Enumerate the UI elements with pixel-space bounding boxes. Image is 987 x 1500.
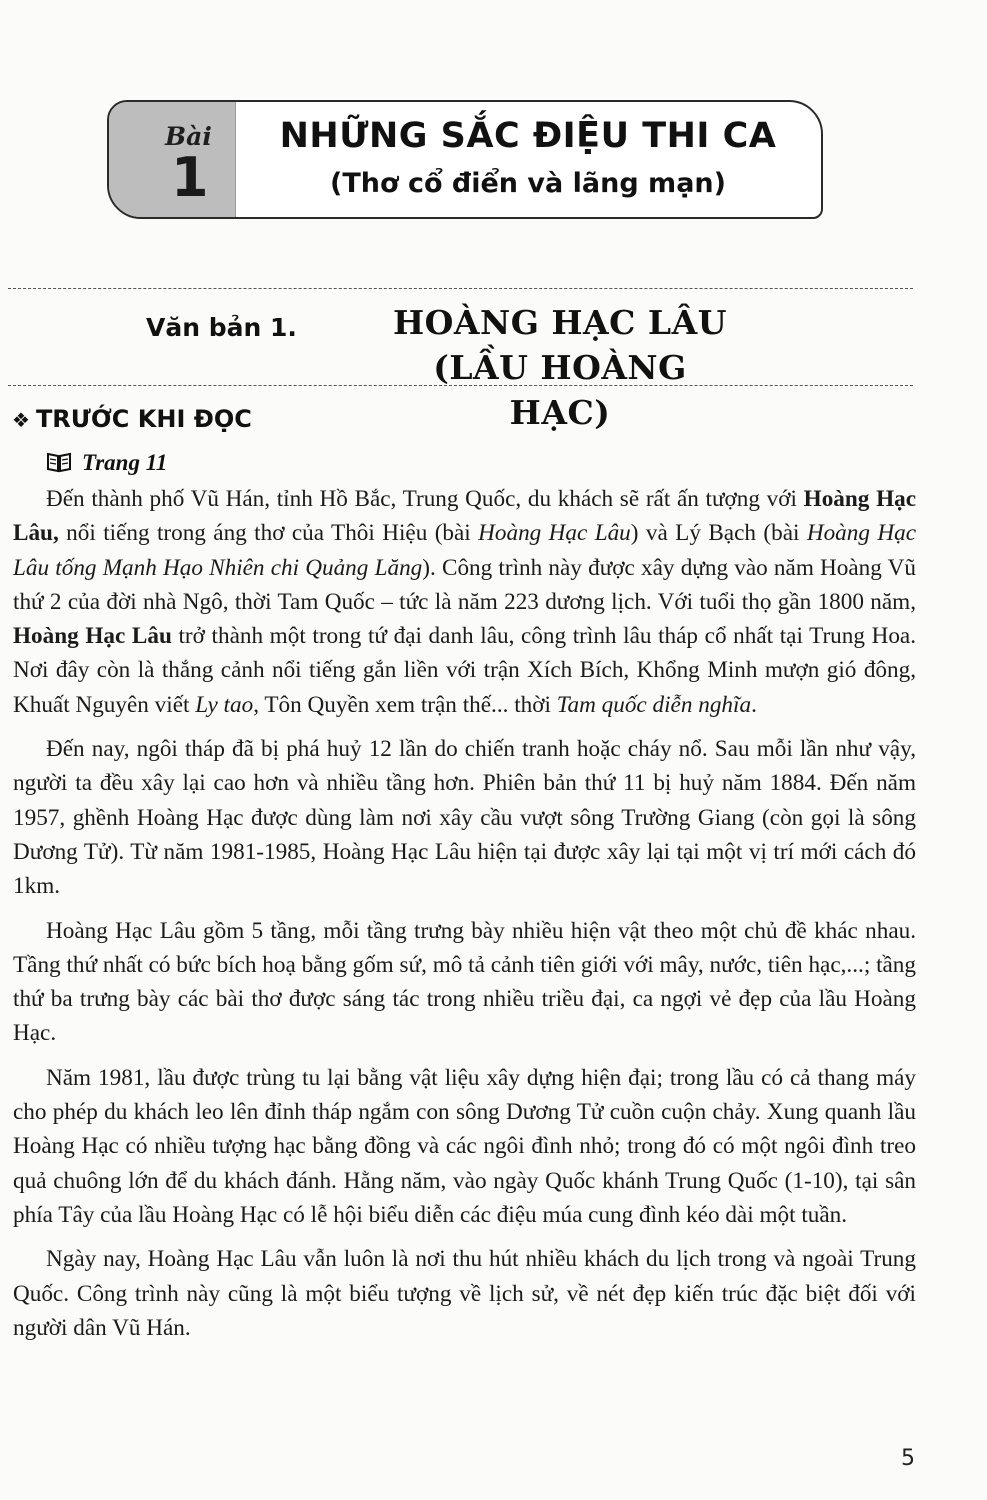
diamond-bullet-icon: ❖ [12, 408, 30, 432]
p1-text: ) và Lý Bạch (bài [630, 520, 807, 547]
text-title [390, 300, 730, 435]
lesson-number: 1 [171, 146, 209, 209]
paragraph-2: Đến nay, ngôi tháp đã bị phá huỷ 12 lần do chiến tranh hoặc cháy nổ. Sau mỗi lần như vậy, người ta đều xây lại cao hơn và nhiều tầng hơn. Phiên bản thứ 11 bị huỷ năm 1884. Đến năm 1957, ghềnh Hoàng Hạc được dùng làm nơi xây cầu vượt sông Trường Giang (còn gọi là sông Dương Tử). Từ năm 1981-1985, Hoàng Hạc Lâu hiện tại được xây lại tại một vị trí mới cách đó 1km. [13, 736, 916, 900]
lesson-header-box [107, 100, 823, 219]
paragraph-1 [13, 482, 916, 722]
text-label: Văn bản 1. [146, 313, 297, 342]
p1-italic: Ly tao [195, 691, 254, 718]
text-title-line2: (LẦU HOÀNG HẠC) [433, 348, 687, 432]
p1-bold: Hoàng Hạc Lâu [13, 623, 172, 650]
p1-text: Đến thành phố Vũ Hán, tỉnh Hồ Bắc, Trung Quốc, du khách sẽ rất ấn tượng với [46, 486, 804, 512]
p1-bold: Hoàng Hạc Lâu, [13, 486, 916, 547]
lesson-title: NHỮNG SẮC ĐIỆU THI CA [279, 116, 777, 156]
p1-italic: Tam quốc diễn nghĩa [556, 691, 752, 718]
lesson-word: Bài [165, 122, 212, 151]
p1-text: ). Công trình này được xây dựng vào năm Hoàng Vũ thứ 2 của đời nhà Ngô, thời Tam Quốc – tức là năm 223 dương lịch. Với tuổi thọ gần 1800 năm, [13, 554, 916, 615]
divider-top [8, 288, 913, 289]
page-number: 5 [901, 1446, 915, 1471]
page-reference-text: Trang 11 [82, 450, 168, 475]
paragraph-4: Năm 1981, lầu được trùng tu lại bằng vật liệu xây dựng hiện đại; trong lầu có cả thang máy cho phép du khách leo lên đỉnh tháp ngắm con sông Dương Tử cuồn cuộn chảy. Xung quanh lầu Hoàng Hạc có nhiều tượng hạc bằng đồng và các ngôi đình nhỏ; trong đó có một ngôi đình treo quả chuông lớn để du khách đánh. Hằng năm, vào ngày Quốc khánh Trung Quốc (1-10), tại sân phía Tây của lầu Hoàng Hạc có lễ hội biểu diễn các điệu múa cung đình kéo dài một tuần. [13, 1064, 916, 1228]
page-reference [46, 450, 167, 476]
p1-italic: Hoàng Hạc Lâu [478, 520, 631, 547]
body-text [13, 482, 916, 1355]
p1-text: nổi tiếng trong áng thơ của Thôi Hiệu (bài [58, 520, 479, 547]
section-heading [12, 405, 252, 433]
open-book-icon [46, 451, 72, 473]
lesson-subtitle: (Thơ cổ điển và lãng mạn) [330, 168, 726, 199]
p1-italic: Hoàng Hạc Lâu tống Mạnh Hạo Nhiên chi Quảng Lăng [13, 520, 916, 581]
divider-bottom [8, 385, 913, 386]
p1-text: trở thành một trong tứ đại danh lâu, công trình lâu tháp cổ nhất tại Trung Hoa. Nơi đây còn là thắng cảnh nổi tiếng gắn liền với trận Xích Bích, Khổng Minh mượn gió đông, Khuất Nguyên viết [13, 623, 917, 718]
page-curl-decoration [791, 102, 821, 120]
p1-text: . [751, 691, 757, 718]
paragraph-5: Ngày nay, Hoàng Hạc Lâu vẫn luôn là nơi thu hút nhiều khách du lịch trong và ngoài Trung Quốc. Công trình này cũng là một biểu tượng về lịch sử, về nét đẹp kiến trúc đặc biệt đối với người dân Vũ Hán. [13, 1246, 916, 1341]
paragraph-3: Hoàng Hạc Lâu gồm 5 tầng, mỗi tầng trưng bày nhiều hiện vật theo một chủ đề khác nhau. Tầng thứ nhất có bức bích hoạ bằng gốm sứ, mô tả cảnh tiên giới với mây, nước, tiên hạc,...; tầng thứ ba trưng bày các bài thơ được sáng tác trong nhiều triều đại, ca ngợi vẻ đẹp của lầu Hoàng Hạc. [13, 917, 916, 1047]
p1-text: , Tôn Quyền xem trận thế... thời [253, 691, 557, 718]
text-title-line1: HOÀNG HẠC LÂU [393, 303, 727, 342]
section-heading-text: TRƯỚC KHI ĐỌC [35, 405, 252, 433]
